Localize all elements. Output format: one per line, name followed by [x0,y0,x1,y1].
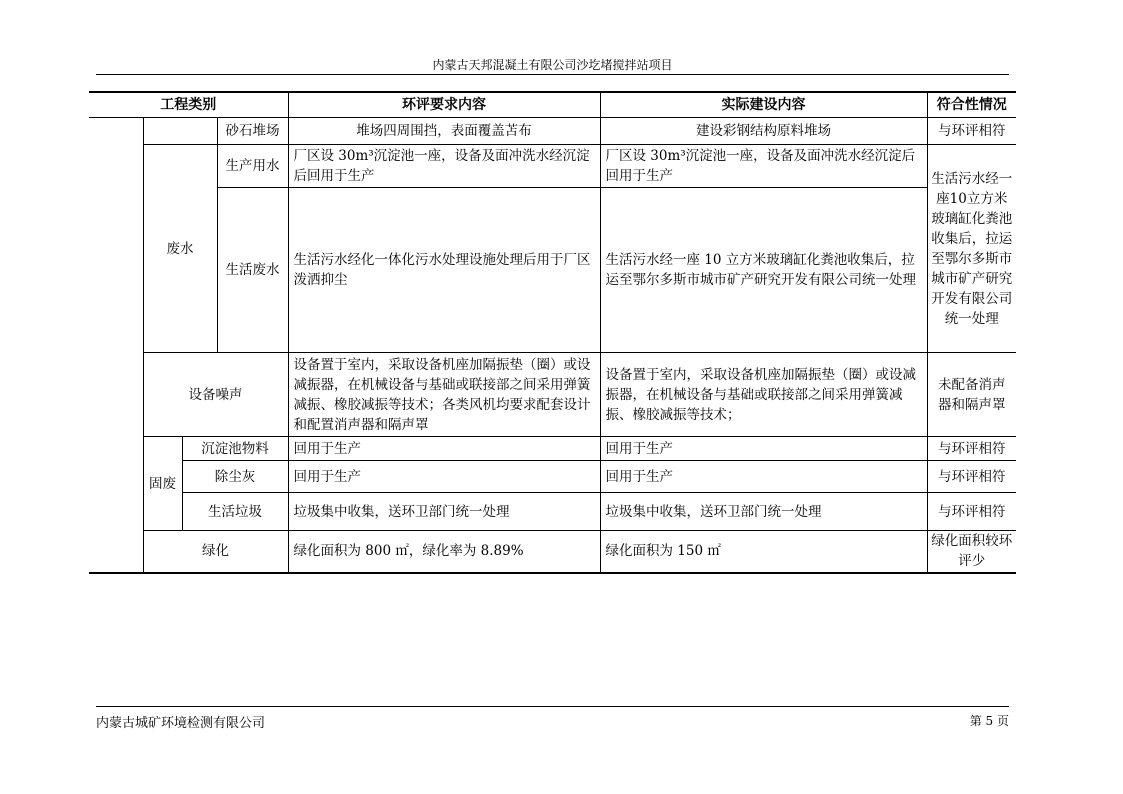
category-label-solid-waste: 固废 [143,437,182,531]
compliance-cell: 与环评相符 [927,461,1016,493]
table-row [89,188,1016,353]
required-cell: 回用于生产 [288,437,600,461]
row-label: 生活垃圾 [182,493,288,531]
compliance-cell: 未配备消声器和隔声罩 [927,353,1016,437]
column-header-required: 环评要求内容 [288,92,600,118]
table-row [89,437,1016,461]
compliance-cell: 绿化面积较环评少 [927,531,1016,573]
required-cell: 厂区设 30m³沉淀池一座，设备及面冲洗水经沉淀后回用于生产 [288,145,600,188]
required-cell: 回用于生产 [288,461,600,493]
blank-subgroup-cell [143,118,217,145]
table-row [89,118,1016,145]
category-label-wastewater: 废水 [143,145,217,353]
blank-group-cell [89,118,143,573]
required-cell: 堆场四周围挡，表面覆盖苫布 [288,118,600,145]
page-header-title: 内蒙古天邦混凝土有限公司沙圪堵搅拌站项目 [432,58,673,72]
compliance-cell: 与环评相符 [927,118,1016,145]
actual-cell: 回用于生产 [600,437,927,461]
required-cell: 生活污水经化一体化污水处理设施处理后用于厂区泼洒抑尘 [288,188,600,353]
row-label: 砂石堆场 [217,118,288,145]
compliance-table [89,91,1016,574]
actual-cell: 建设彩钢结构原料堆场 [600,118,927,145]
row-label: 沉淀池物料 [182,437,288,461]
table-row [89,353,1016,437]
actual-cell: 绿化面积为 150 ㎡ [600,531,927,573]
table-row [89,145,1016,188]
compliance-cell: 生活污水经一座10立方米玻璃缸化粪池收集后，拉运至鄂尔多斯市城市矿产研究开发有限公司统一处理 [927,145,1016,353]
footer-rule [96,706,1009,707]
page-number: 第 5 页 [969,714,1009,728]
row-label: 生产用水 [217,145,288,188]
row-label: 生活废水 [217,188,288,353]
actual-cell: 垃圾集中收集，送环卫部门统一处理 [600,493,927,531]
table-row [89,531,1016,573]
footer-company: 内蒙古城矿环境检测有限公司 [96,716,266,731]
actual-cell: 回用于生产 [600,461,927,493]
actual-cell: 生活污水经一座 10 立方米玻璃缸化粪池收集后，拉运至鄂尔多斯市城市矿产研究开发有限公司统一处理 [600,188,927,353]
compliance-cell: 与环评相符 [927,493,1016,531]
column-header-actual: 实际建设内容 [600,92,927,118]
actual-cell: 设备置于室内，采取设备机座加隔振垫（圈）或设减振器，在机械设备与基础或联接部之间采用弹簧减振、橡胶减振等技术； [600,353,927,437]
required-cell: 设备置于室内，采取设备机座加隔振垫（圈）或设减振器，在机械设备与基础或联接部之间采用弹簧减振、橡胶减振等技术；各类风机均要求配套设计和配置消声器和隔声罩 [288,353,600,437]
column-header-category: 工程类别 [89,92,288,118]
column-header-compliance: 符合性情况 [927,92,1016,118]
table-row [89,493,1016,531]
table-row [89,461,1016,493]
required-cell: 绿化面积为 800 ㎡，绿化率为 8.89% [288,531,600,573]
header-rule [96,74,1009,75]
row-label: 绿化 [143,531,288,573]
row-label: 设备噪声 [143,353,288,437]
row-label: 除尘灰 [182,461,288,493]
table-header-row [89,92,1016,118]
compliance-cell: 与环评相符 [927,437,1016,461]
required-cell: 垃圾集中收集，送环卫部门统一处理 [288,493,600,531]
actual-cell: 厂区设 30m³沉淀池一座，设备及面冲洗水经沉淀后回用于生产 [600,145,927,188]
